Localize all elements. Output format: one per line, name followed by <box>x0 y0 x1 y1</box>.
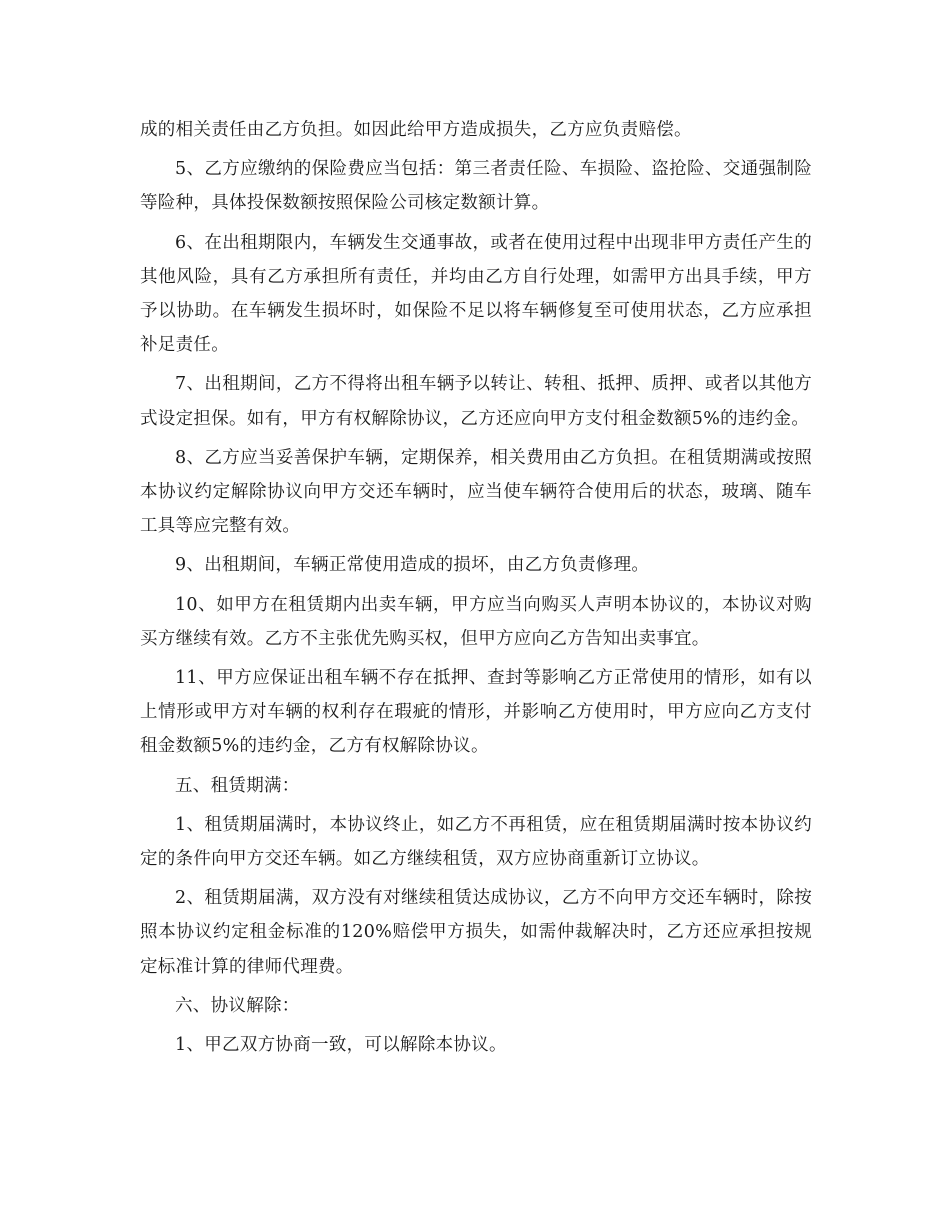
paragraph-continuation: 成的相关责任由乙方负担。如因此给甲方造成损失，乙方应负责赔偿。 <box>140 120 692 140</box>
document-body <box>140 113 812 1067</box>
paragraph-expiry-1: 1、租赁期届满时，本协议终止，如乙方不再租赁，应在租赁期届满时按本协议约定的条件向甲方交还车辆。如乙方继续租赁，双方应协商重新订立协议。 <box>140 814 812 870</box>
paragraph-clause-5: 5、乙方应缴纳的保险费应当包括：第三者责任险、车损险、盗抢险、交通强制险等险种，具体投保数额按照保险公司核定数额计算。 <box>140 159 812 214</box>
paragraph-clause-9: 9、出租期间，车辆正常使用造成的损坏，由乙方负责修理。 <box>175 555 650 576</box>
paragraph-clause-8: 8、乙方应当妥善保护车辆，定期保养，相关费用由乙方负担。在租赁期满或按照本协议约定解除协议向甲方交还车辆时，应当使车辆符合使用后的状态，玻璃、随车工具等应完整有效。 <box>140 447 812 537</box>
paragraph-clause-6: 6、在出租期限内，车辆发生交通事故，或者在使用过程中出现非甲方责任产生的其他风险，具有乙方承担所有责任，并均由乙方自行处理，如需甲方出具手续，甲方予以协助。在车辆发生损坏时，如保险不足以将车辆修复至可使用状态，乙方应承担补足责任。 <box>140 232 812 356</box>
paragraph-clause-7: 7、出租期间，乙方不得将出租车辆予以转让、转租、抵押、质押、或者以其他方式设定担保。如有，甲方有权解除协议，乙方还应向甲方支付租金数额5%的违约金。 <box>140 374 812 429</box>
paragraph-expiry-2: 2、租赁期届满，双方没有对继续租赁达成协议，乙方不向甲方交还车辆时，除按照本协议约定租金标准的120%赔偿甲方损失，如需仲裁解决时，乙方还应承担按规定标准计算的律师代理费。 <box>140 888 812 977</box>
section-heading-termination: 六、协议解除： <box>175 995 300 1016</box>
section-heading-lease-expiry: 五、租赁期满： <box>175 775 300 796</box>
paragraph-clause-10: 10、如甲方在租赁期内出卖车辆，甲方应当向购买人声明本协议的，本协议对购买方继续有效。乙方不主张优先购买权，但甲方应向乙方告知出卖事宜。 <box>140 594 812 649</box>
paragraph-termination-1: 1、甲乙双方协商一致，可以解除本协议。 <box>175 1035 507 1056</box>
paragraph-clause-11: 11、甲方应保证出租车辆不存在抵押、查封等影响乙方正常使用的情形，如有以上情形或甲方对车辆的权利存在瑕疵的情形，并影响乙方使用时，甲方应向乙方支付租金数额5%的违约金，乙方有权解除协议。 <box>140 668 812 757</box>
